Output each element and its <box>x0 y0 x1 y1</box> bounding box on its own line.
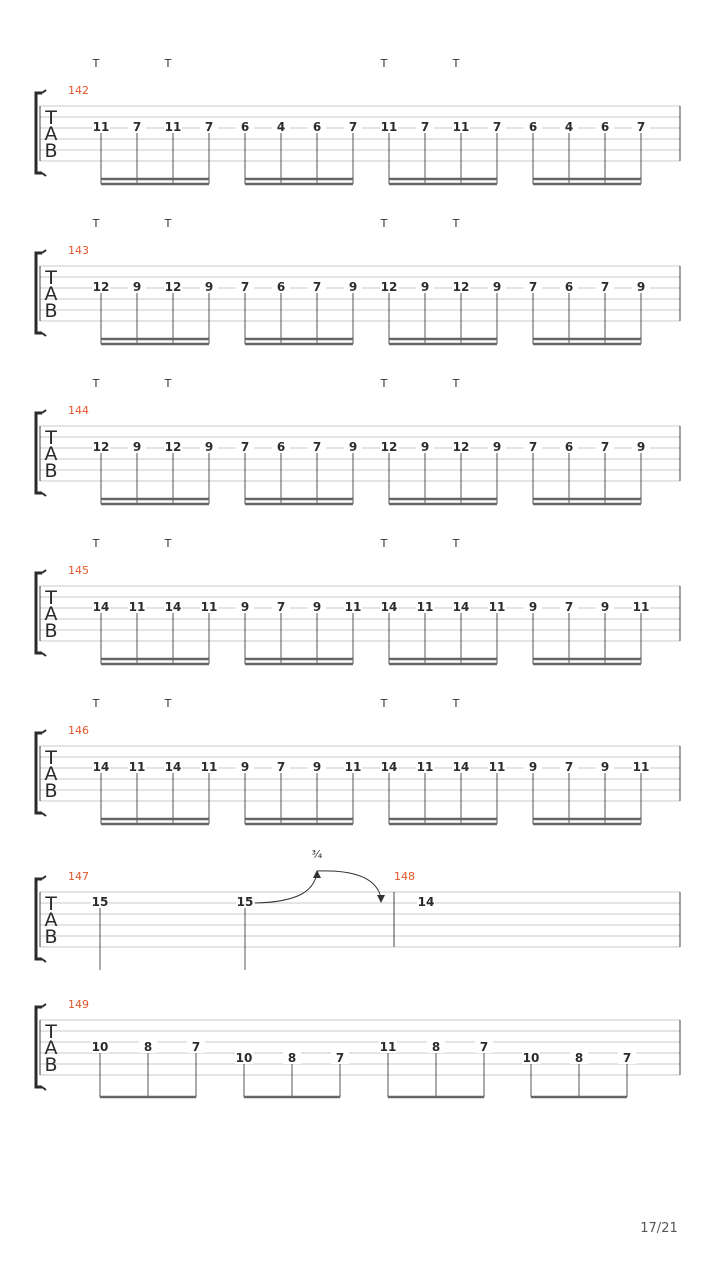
tap-mark: T <box>380 537 388 550</box>
bracket-hook-bottom <box>42 813 46 816</box>
fret-number: 7 <box>479 1040 489 1054</box>
tab-clef-letter: T <box>45 267 57 289</box>
fret-number: 7 <box>492 120 502 134</box>
fret-number: 7 <box>622 1051 632 1065</box>
fret-number: 9 <box>600 600 610 614</box>
fret-number: 8 <box>431 1040 441 1054</box>
bracket-hook-bottom <box>42 653 46 656</box>
fret-number: 11 <box>488 760 506 774</box>
tab-clef-letter: B <box>44 926 58 948</box>
tab-clef-letter: T <box>45 747 57 769</box>
fret-number: 9 <box>240 600 250 614</box>
measure-number: 148 <box>394 870 415 883</box>
system-149 <box>36 998 680 1097</box>
tap-mark: T <box>452 537 460 550</box>
fret-number: 11 <box>344 760 362 774</box>
fret-number: 8 <box>574 1051 584 1065</box>
fret-number: 9 <box>420 280 430 294</box>
fret-number: 12 <box>164 440 182 454</box>
tap-mark: T <box>164 377 172 390</box>
fret-number: 6 <box>240 120 250 134</box>
tab-clef-letter: A <box>44 1037 58 1059</box>
system-143 <box>36 217 680 344</box>
fret-number: 14 <box>92 600 110 614</box>
measure-number: 147 <box>68 870 89 883</box>
tab-clef-letter: A <box>44 909 58 931</box>
fret-number: 4 <box>564 120 574 134</box>
tap-mark: T <box>92 217 100 230</box>
tab-clef-letter: T <box>45 587 57 609</box>
tab-clef-letter: A <box>44 283 58 305</box>
tab-clef-letter: B <box>44 300 58 322</box>
fret-number: 10 <box>91 1040 109 1054</box>
measure-number: 143 <box>68 244 89 257</box>
fret-number: 9 <box>204 440 214 454</box>
fret-number: 7 <box>528 440 538 454</box>
fret-number: 14 <box>380 760 398 774</box>
fret-number: 11 <box>380 120 398 134</box>
system-145 <box>36 537 680 664</box>
bracket-hook-bottom <box>42 173 46 176</box>
tap-mark: T <box>164 537 172 550</box>
tap-mark: T <box>380 377 388 390</box>
tap-mark: T <box>380 697 388 710</box>
tab-clef-letter: A <box>44 123 58 145</box>
measure-number: 146 <box>68 724 89 737</box>
fret-number: 7 <box>132 120 142 134</box>
tap-mark: T <box>92 377 100 390</box>
fret-number: 7 <box>528 280 538 294</box>
fret-number: 9 <box>348 280 358 294</box>
fret-number: 9 <box>600 760 610 774</box>
fret-number: 7 <box>240 280 250 294</box>
fret-number: 7 <box>420 120 430 134</box>
bracket-hook-bottom <box>42 333 46 336</box>
fret-number: 11 <box>164 120 182 134</box>
fret-number: 7 <box>204 120 214 134</box>
tap-mark: T <box>452 217 460 230</box>
fret-number: 12 <box>380 440 398 454</box>
fret-number: 14 <box>92 760 110 774</box>
fret-number: 7 <box>276 760 286 774</box>
fret-number: 10 <box>522 1051 540 1065</box>
bend-curve <box>255 873 317 903</box>
fret-number: 6 <box>312 120 322 134</box>
tap-mark: T <box>380 217 388 230</box>
fret-number: 4 <box>276 120 286 134</box>
tab-clef-letter: B <box>44 460 58 482</box>
tab-clef-letter: T <box>45 1021 57 1043</box>
fret-number: 6 <box>276 280 286 294</box>
release-arrow-down <box>377 895 385 903</box>
fret-number: 14 <box>380 600 398 614</box>
fret-number: 7 <box>600 280 610 294</box>
bracket-hook-bottom <box>42 959 46 962</box>
fret-number: 9 <box>204 280 214 294</box>
measure-number: 149 <box>68 998 89 1011</box>
bracket-hook-top <box>42 90 46 93</box>
tab-clef-letter: A <box>44 603 58 625</box>
fret-number: 7 <box>636 120 646 134</box>
fret-number: 11 <box>128 760 146 774</box>
fret-number: 11 <box>200 760 218 774</box>
fret-number: 14 <box>452 600 470 614</box>
fret-number: 9 <box>312 600 322 614</box>
fret-number: 9 <box>528 600 538 614</box>
tap-mark: T <box>452 57 460 70</box>
fret-number: 8 <box>287 1051 297 1065</box>
bracket-hook-bottom <box>42 493 46 496</box>
system-147-148 <box>36 848 680 970</box>
fret-number: 11 <box>632 600 650 614</box>
fret-number: 9 <box>636 280 646 294</box>
fret-number: 9 <box>132 440 142 454</box>
fret-number: 12 <box>92 280 110 294</box>
fret-number: 9 <box>312 760 322 774</box>
system-142 <box>36 57 680 184</box>
system-144 <box>36 377 680 504</box>
bracket-hook-top <box>42 1004 46 1007</box>
fret-number: 12 <box>380 280 398 294</box>
fret-number: 7 <box>335 1051 345 1065</box>
fret-number: 11 <box>92 120 110 134</box>
fret-number: 10 <box>235 1051 253 1065</box>
fret-number: 9 <box>492 280 502 294</box>
fret-number: 14 <box>417 895 435 909</box>
fret-number: 7 <box>564 760 574 774</box>
tap-mark: T <box>92 537 100 550</box>
tab-clef-letter: T <box>45 893 57 915</box>
fret-number: 7 <box>191 1040 201 1054</box>
tab-clef-letter: B <box>44 140 58 162</box>
fret-number: 11 <box>200 600 218 614</box>
release-curve <box>317 871 381 898</box>
bend-amount-label: ³⁄₄ <box>311 848 323 861</box>
fret-number: 11 <box>128 600 146 614</box>
bracket-hook-top <box>42 876 46 879</box>
fret-number: 11 <box>344 600 362 614</box>
fret-number: 15 <box>236 895 254 909</box>
tap-mark: T <box>452 377 460 390</box>
fret-number: 11 <box>488 600 506 614</box>
fret-number: 7 <box>348 120 358 134</box>
fret-number: 12 <box>92 440 110 454</box>
tap-mark: T <box>164 697 172 710</box>
tab-clef-letter: B <box>44 780 58 802</box>
tab-clef-letter: T <box>45 107 57 129</box>
fret-number: 9 <box>528 760 538 774</box>
tap-mark: T <box>92 57 100 70</box>
fret-number: 7 <box>600 440 610 454</box>
fret-number: 9 <box>492 440 502 454</box>
bracket-hook-bottom <box>42 1087 46 1090</box>
fret-number: 8 <box>143 1040 153 1054</box>
tab-clef-letter: A <box>44 763 58 785</box>
fret-number: 12 <box>164 280 182 294</box>
bracket-hook-top <box>42 250 46 253</box>
fret-number: 9 <box>240 760 250 774</box>
fret-number: 14 <box>164 600 182 614</box>
tap-mark: T <box>164 217 172 230</box>
fret-number: 9 <box>132 280 142 294</box>
tap-mark: T <box>380 57 388 70</box>
tap-mark: T <box>164 57 172 70</box>
fret-number: 9 <box>636 440 646 454</box>
fret-number: 7 <box>240 440 250 454</box>
fret-number: 11 <box>379 1040 397 1054</box>
system-146 <box>36 697 680 824</box>
fret-number: 11 <box>416 600 434 614</box>
tab-clef-letter: A <box>44 443 58 465</box>
fret-number: 9 <box>420 440 430 454</box>
fret-number: 12 <box>452 280 470 294</box>
fret-number: 6 <box>564 280 574 294</box>
fret-number: 14 <box>164 760 182 774</box>
measure-number: 145 <box>68 564 89 577</box>
fret-number: 7 <box>276 600 286 614</box>
bracket-hook-top <box>42 730 46 733</box>
bracket-hook-top <box>42 570 46 573</box>
fret-number: 11 <box>632 760 650 774</box>
fret-number: 7 <box>564 600 574 614</box>
fret-number: 14 <box>452 760 470 774</box>
tab-clef-letter: B <box>44 1054 58 1076</box>
measure-number: 142 <box>68 84 89 97</box>
page-number: 17/21 <box>640 1221 678 1236</box>
fret-number: 7 <box>312 440 322 454</box>
tap-mark: T <box>452 697 460 710</box>
tab-clef-letter: T <box>45 427 57 449</box>
fret-number: 6 <box>600 120 610 134</box>
fret-number: 6 <box>564 440 574 454</box>
tab-clef-letter: B <box>44 620 58 642</box>
fret-number: 15 <box>91 895 109 909</box>
measure-number: 144 <box>68 404 89 417</box>
fret-number: 12 <box>452 440 470 454</box>
fret-number: 6 <box>528 120 538 134</box>
fret-number: 9 <box>348 440 358 454</box>
tap-mark: T <box>92 697 100 710</box>
bracket-hook-top <box>42 410 46 413</box>
fret-number: 6 <box>276 440 286 454</box>
fret-number: 11 <box>452 120 470 134</box>
fret-number: 11 <box>416 760 434 774</box>
fret-number: 7 <box>312 280 322 294</box>
